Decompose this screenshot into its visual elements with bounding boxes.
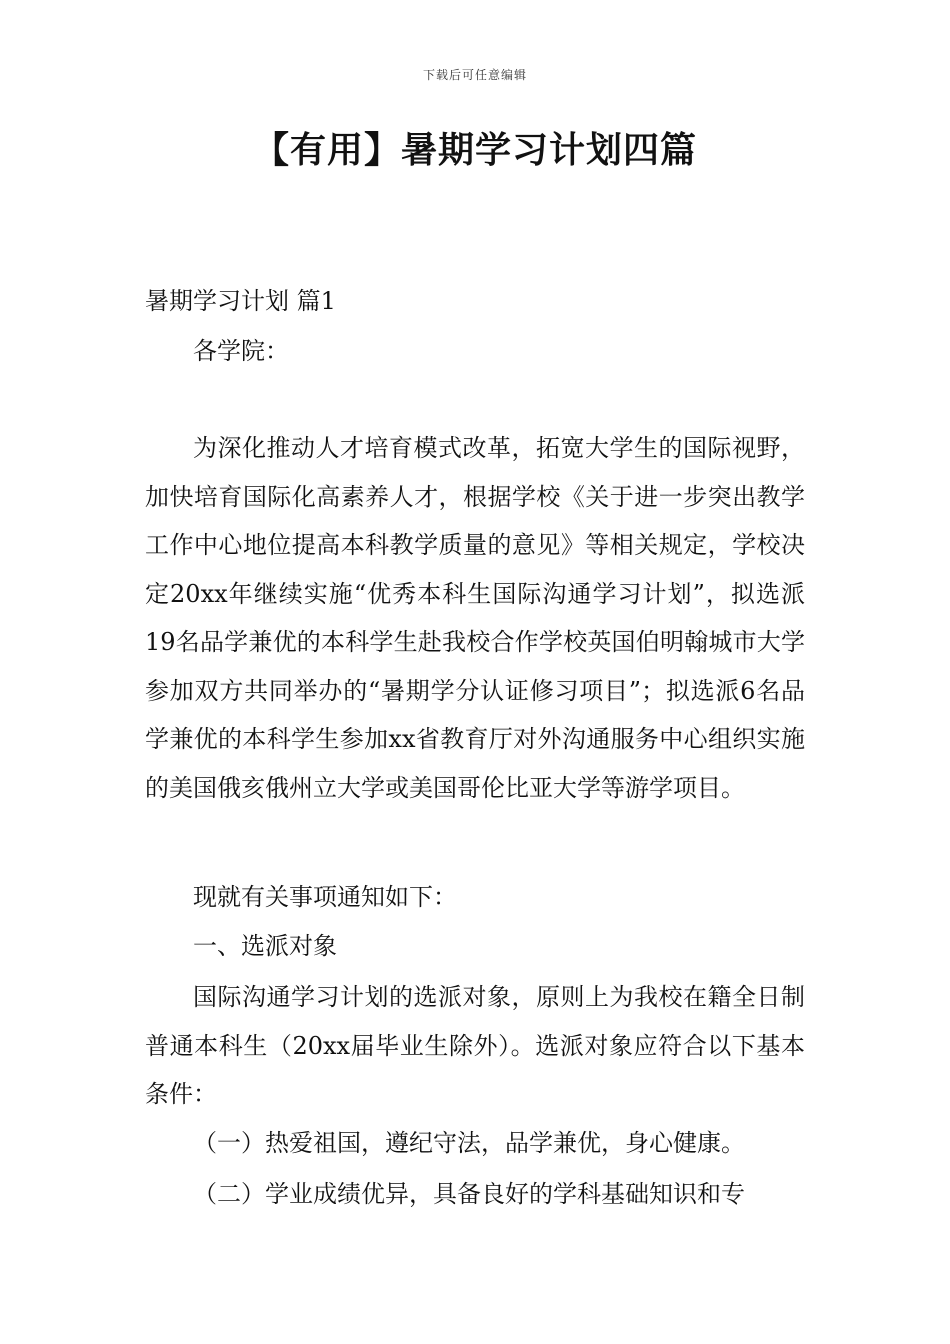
salutation: 各学院： — [193, 337, 289, 365]
paragraph-condition-one: （一）热爱祖国，遵纪守法，品学兼优，身心健康。 — [193, 1129, 745, 1157]
paragraph-condition-two: （二）学业成绩优异，具备良好的学科基础知识和专 — [193, 1180, 745, 1208]
page-header-note: 下载后可任意编辑 — [422, 68, 527, 82]
section-heading: 暑期学习计划 篇1 — [145, 287, 336, 315]
paragraph-notice: 现就有关事项通知如下： — [193, 883, 457, 911]
paragraph-selection-target: 国际沟通学习计划的选派对象，原则上为我校在籍全日制普通本科生（20xx届毕业生除外）。选派对象应符合以下基本条件： — [145, 983, 805, 1108]
paragraph-main: 为深化推动人才培育模式改革，拓宽大学生的国际视野，加快培育国际化高素养人才，根据学校《关于进一步突出教学工作中心地位提高本科教学质量的意见》等相关规定，学校决定20xx年继续实施“优秀本科生国际沟通学习计划”，拟选派19名品学兼优的本科学生赴我校合作学校英国伯明翰城市大学参加双方共同举办的“暑期学分认证修习项目”；拟选派6名品学兼优的本科学生参加xx省教育厅对外沟通服务中心组织实施的美国俄亥俄州立大学或美国哥伦比亚大学等游学项目。 — [145, 434, 805, 802]
heading-selection-target: 一、选派对象 — [193, 932, 337, 960]
document-title: 【有用】暑期学习计划四篇 — [252, 130, 697, 171]
